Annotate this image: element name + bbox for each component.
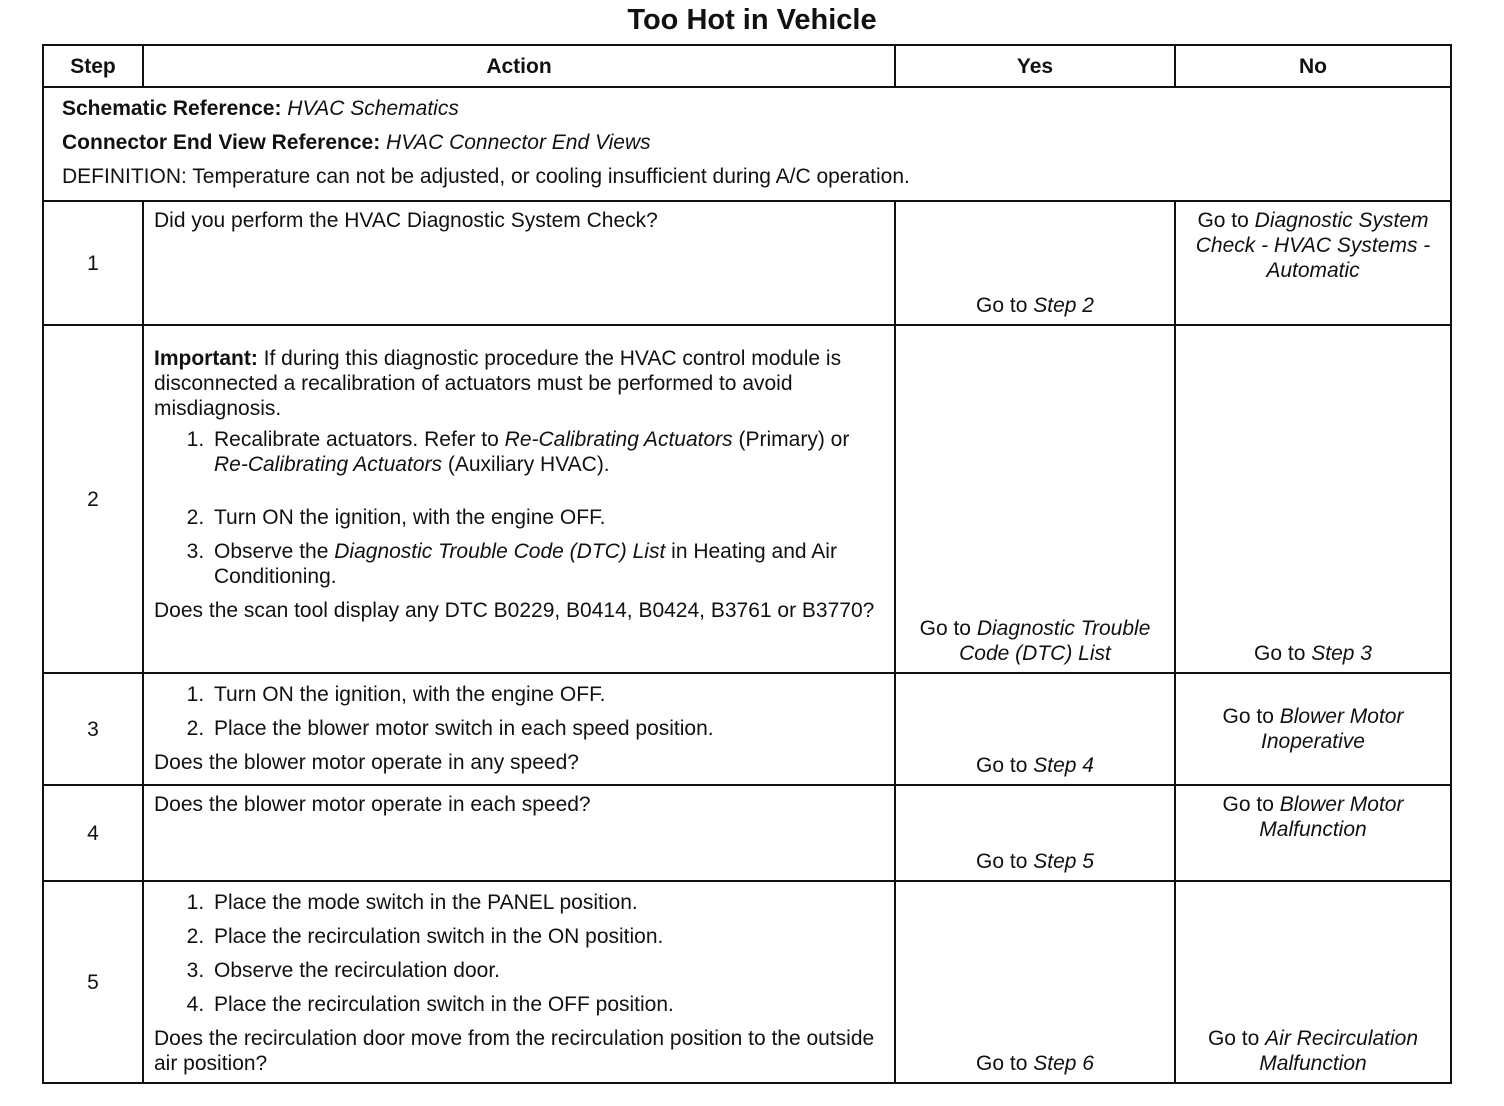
- yes-link[interactable]: Step 4: [1033, 754, 1094, 777]
- yes-prefix: Go to: [976, 294, 1028, 317]
- action-cell: [143, 201, 895, 325]
- question-text: Does the recirculation door move from the recirculation position to the outside air position?: [154, 1027, 875, 1075]
- list-item: 1. Turn ON the ignition, with the engine OFF.: [210, 682, 884, 707]
- list-item: 2. Turn ON the ignition, with the engine OFF.: [210, 505, 884, 530]
- header-no: No: [1175, 45, 1451, 87]
- item-text: Observe the: [214, 540, 329, 563]
- procedure-list: [154, 890, 884, 1017]
- table-row: [43, 673, 1451, 785]
- important-text: If during this diagnostic procedure the HVAC control module is disconnected a recalibration of actuators must be performed to avoid misdiagnosis.: [154, 347, 842, 420]
- step-number: 2: [43, 325, 143, 673]
- header-action: Action: [143, 45, 895, 87]
- connector-reference-link[interactable]: HVAC Connector End Views: [386, 131, 651, 154]
- page-title: Too Hot in Vehicle: [627, 4, 877, 36]
- yes-cell: [895, 201, 1175, 325]
- step-number: 3: [43, 673, 143, 785]
- no-cell: [1175, 881, 1451, 1083]
- step-number: 4: [43, 785, 143, 881]
- list-item: 1. Place the mode switch in the PANEL position.: [210, 890, 884, 915]
- action-cell: [143, 325, 895, 673]
- item-tail: in Heating and Air Conditioning.: [214, 540, 837, 588]
- list-item: [210, 427, 884, 477]
- yes-prefix: Go to: [976, 850, 1028, 873]
- question-text: Does the blower motor operate in each speed?: [154, 793, 591, 816]
- no-cell: [1175, 785, 1451, 881]
- yes-cell: [895, 881, 1175, 1083]
- no-cell: [1175, 201, 1451, 325]
- item-or: or: [830, 428, 850, 451]
- schematic-reference: [62, 92, 1432, 126]
- no-link[interactable]: Blower Motor Inoperative: [1261, 705, 1404, 753]
- recalibrate-primary-link[interactable]: Re-Calibrating Actuators: [504, 428, 733, 451]
- yes-link[interactable]: Step 2: [1033, 294, 1094, 317]
- yes-link[interactable]: Step 5: [1033, 850, 1094, 873]
- no-prefix: Go to: [1207, 1027, 1260, 1050]
- yes-link[interactable]: Step 6: [1033, 1052, 1094, 1075]
- header-yes: Yes: [895, 45, 1175, 87]
- connector-reference-label: Connector End View Reference:: [62, 131, 381, 154]
- list-item: 2. Place the blower motor switch in each speed position.: [210, 716, 884, 741]
- item-paren: (Primary): [738, 428, 825, 451]
- connector-reference: [62, 126, 1432, 160]
- list-item: 3. Observe the recirculation door.: [210, 958, 884, 983]
- no-cell: [1175, 325, 1451, 673]
- header-step: Step: [43, 45, 143, 87]
- list-item: 2. Place the recirculation switch in the ON position.: [210, 924, 884, 949]
- no-prefix: Go to: [1197, 209, 1249, 232]
- schematic-reference-link[interactable]: HVAC Schematics: [287, 97, 459, 120]
- no-link[interactable]: Step 3: [1311, 642, 1372, 665]
- no-prefix: Go to: [1254, 642, 1306, 665]
- table-row: [43, 785, 1451, 881]
- question-text: Does the blower motor operate in any speed?: [154, 751, 579, 774]
- header-row: [43, 45, 1451, 87]
- yes-link[interactable]: Diagnostic Trouble Code (DTC) List: [959, 617, 1151, 665]
- yes-prefix: Go to: [976, 1052, 1028, 1075]
- procedure-list: [154, 682, 884, 741]
- definition-text: DEFINITION: Temperature can not be adjusted, or cooling insufficient during A/C operation.: [62, 165, 910, 188]
- schematic-reference-label: Schematic Reference:: [62, 97, 282, 120]
- yes-cell: [895, 673, 1175, 785]
- step-number: 1: [43, 201, 143, 325]
- step-number: 5: [43, 881, 143, 1083]
- important-label: Important:: [154, 347, 258, 370]
- table-row: [43, 881, 1451, 1083]
- no-cell: [1175, 673, 1451, 785]
- recalibrate-auxiliary-link[interactable]: Re-Calibrating Actuators: [214, 453, 442, 476]
- yes-cell: [895, 325, 1175, 673]
- list-item: [210, 539, 884, 589]
- action-cell: [143, 881, 895, 1083]
- diagnostic-table: [42, 44, 1452, 1084]
- action-cell: [143, 673, 895, 785]
- no-link[interactable]: Diagnostic System Check - HVAC Systems - Automatic: [1195, 209, 1431, 282]
- question-text: Does the scan tool display any DTC B0229, B0414, B0424, B3761 or B3770?: [154, 599, 875, 622]
- table-row: [43, 201, 1451, 325]
- list-item: 4. Place the recirculation switch in the OFF position.: [210, 992, 884, 1017]
- action-cell: [143, 785, 895, 881]
- table-row: [43, 325, 1451, 673]
- reference-row: [43, 87, 1451, 201]
- yes-prefix: Go to: [919, 617, 971, 640]
- dtc-list-link[interactable]: Diagnostic Trouble Code (DTC) List: [334, 540, 666, 563]
- item-paren: (Auxiliary HVAC).: [447, 453, 610, 476]
- procedure-list: [154, 427, 884, 589]
- important-note: [154, 346, 884, 421]
- question-text: Did you perform the HVAC Diagnostic System Check?: [154, 209, 658, 232]
- yes-cell: [895, 785, 1175, 881]
- yes-prefix: Go to: [976, 754, 1028, 777]
- reference-cell: [43, 87, 1451, 201]
- no-prefix: Go to: [1222, 793, 1274, 816]
- no-link[interactable]: Air Recirculation Malfunction: [1259, 1027, 1419, 1075]
- no-link[interactable]: Blower Motor Malfunction: [1259, 793, 1404, 841]
- no-prefix: Go to: [1222, 705, 1274, 728]
- item-text: Recalibrate actuators. Refer to: [214, 428, 499, 451]
